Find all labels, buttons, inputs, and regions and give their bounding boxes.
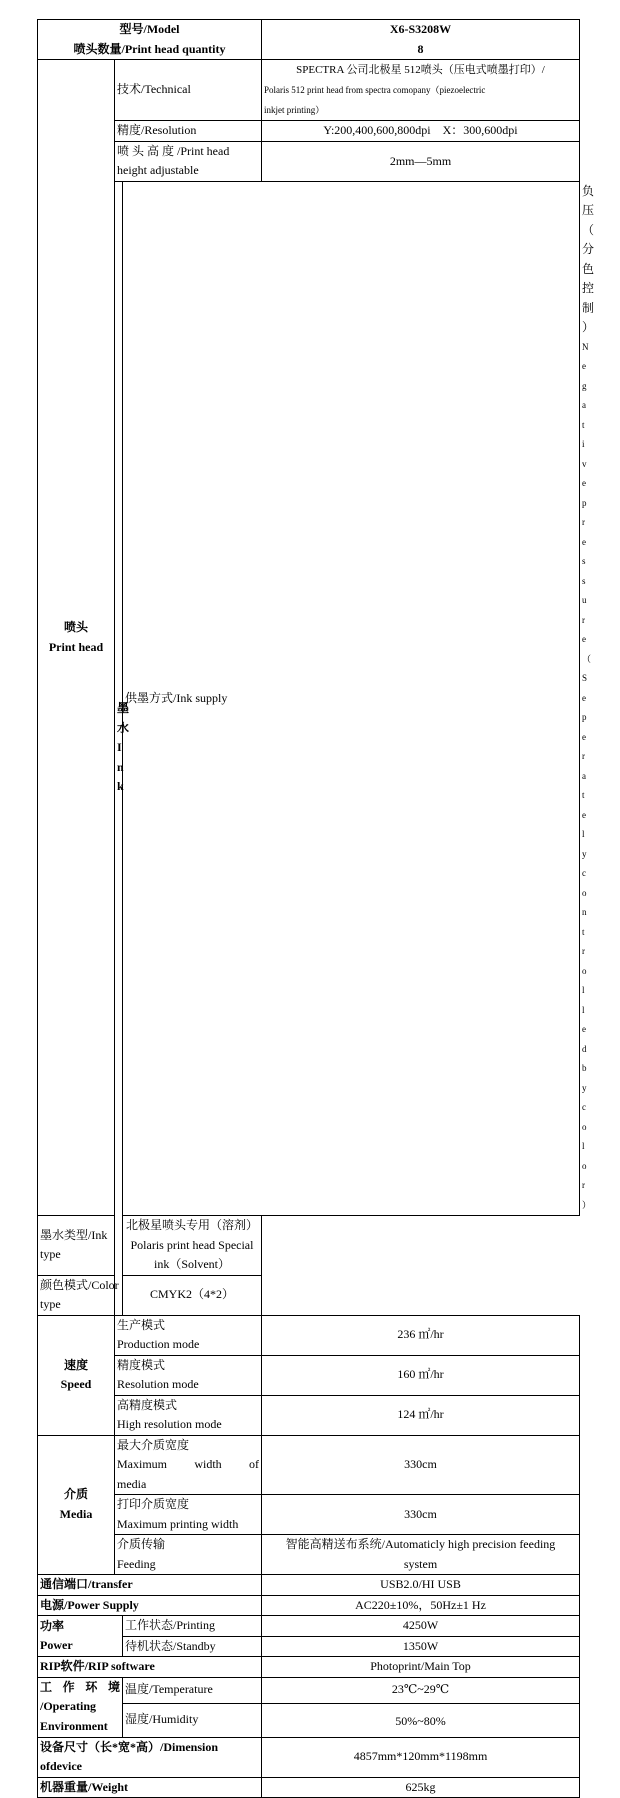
height-row [38,141,580,181]
speed-group-en: Speed [60,1377,92,1391]
power-group [38,1616,123,1657]
standby-power-label: 待机状态/Standby [123,1636,262,1657]
ink-type-row [38,1216,580,1276]
ink-group-en: Ink [117,740,124,794]
high-resolution-label-cn: 高精度模式 [117,1397,178,1412]
interface-value: USB2.0/HI USB [262,1575,580,1596]
dimension-label [38,1737,262,1777]
standby-power-value: 1350W [262,1636,580,1657]
printhead-group [38,60,115,1216]
heads-value: 8 [417,41,424,56]
technical-label: 技术/Technical [115,60,262,121]
max-media-width-label [115,1435,262,1495]
weight-label: 机器重量/Weight [38,1777,262,1798]
max-media-width-value: 330cm [262,1435,580,1495]
printing-power-label: 工作状态/Printing [123,1616,262,1637]
technical-line-1: SPECTRA 公司北极星 512喷头（压电式喷墨打印）/ [296,64,545,76]
production-row [38,1315,580,1355]
height-value: 2mm—5mm [262,141,580,181]
model-value: X6-S3208W [389,22,452,36]
max-media-width-label-cn: 最大介质宽度 [117,1437,190,1452]
temperature-value: 23℃~29℃ [262,1677,580,1703]
technical-line-3: inkjet printing） [264,105,325,115]
media-group-cn: 介质 [63,1487,88,1502]
resolution-row [38,121,580,142]
max-print-width-value: 330cm [262,1495,580,1535]
feeding-value [262,1535,580,1575]
max-media-width-label-en-1: Maximum width of [117,1457,259,1471]
dimension-row [38,1737,580,1777]
weight-row [38,1777,580,1798]
height-label-2: height adjustable [117,163,199,177]
model-value-cell [262,20,580,60]
media-group [38,1435,115,1575]
dimension-value: 4857mm*120mm*1198mm [262,1737,580,1777]
resolution-mode-label [115,1355,262,1395]
environment-group [38,1677,123,1737]
resolution-mode-row [38,1355,580,1395]
resolution-mode-label-cn: 精度模式 [117,1357,166,1372]
environment-group-1: 工 作 环 境 [40,1679,120,1694]
resolution-value: Y:200,400,600,800dpi X：300,600dpi [262,121,580,142]
power-supply-value: AC220±10%，50Hz±1 Hz [262,1595,580,1616]
weight-value: 625kg [262,1777,580,1798]
model-label-cell [38,20,262,60]
color-label: 颜色模式/Color type [38,1275,123,1315]
ink-group-cn: 墨水 [117,701,130,735]
printhead-group-en: Print head [48,639,104,654]
feeding-label-en: Feeding [117,1556,156,1571]
power-group-cn: 功率 [40,1618,65,1633]
ink-supply-row: 墨水 Ink 供墨方式/Ink supply 负压（分色控制） Negative pressure（Seperately controlled by color） [38,181,580,1216]
rip-label: RIP软件/RIP software [38,1657,262,1678]
temperature-label: 温度/Temperature [123,1677,262,1703]
environment-group-3: Environment [40,1718,108,1733]
temperature-row [38,1677,580,1703]
ink-type-label: 墨水类型/Ink type [38,1216,123,1276]
resolution-label: 精度/Resolution [115,121,262,142]
feeding-label [115,1535,262,1575]
feeding-line-2: system [403,1556,438,1571]
height-label [115,141,262,181]
printhead-group-cn: 喷头 [63,620,88,634]
max-print-width-row [38,1495,580,1535]
environment-group-2: /Operating [40,1699,96,1714]
feeding-row [38,1535,580,1575]
rip-row [38,1657,580,1678]
power-supply-label: 电源/Power Supply [38,1595,262,1616]
heads-label: 喷头数量/Print head quantity [73,41,226,56]
high-resolution-value: 124 ㎡/hr [262,1395,580,1435]
height-label-1: 喷 头 高 度 /Print head [117,143,230,158]
power-group-en: Power [40,1638,73,1652]
printing-power-row [38,1616,580,1637]
max-print-width-label [115,1495,262,1535]
ink-type-line-1: 北极星喷头专用（溶剂） [125,1218,258,1232]
resolution-mode-value: 160 ㎡/hr [262,1355,580,1395]
color-value: CMYK2（4*2） [123,1275,262,1315]
technical-line-2: Polaris 512 print head from spectra comopany（piezoelectric [264,85,486,95]
production-label-en: Production mode [117,1337,200,1351]
humidity-label: 湿度/Humidity [123,1703,262,1737]
model-row [38,20,580,60]
technical-row [38,60,580,121]
feeding-line-1: 智能高精送布系统/Automaticly high precision feeding [285,1537,556,1551]
max-media-width-row [38,1435,580,1495]
feeding-label-cn: 介质传输 [117,1537,166,1551]
high-resolution-row [38,1395,580,1435]
spec-table [37,19,595,1798]
max-media-width-label-en-2: media [117,1476,147,1491]
color-row [38,1275,580,1315]
ink-group [115,181,130,1315]
resolution-mode-label-en: Resolution mode [117,1377,199,1391]
high-resolution-label [115,1395,262,1435]
dimension-label-1: 设备尺寸（长*宽*高）/Dimension [40,1739,219,1754]
printing-power-value: 4250W [262,1616,580,1637]
interface-label: 通信端口/transfer [38,1575,262,1596]
technical-value [262,60,580,121]
power-supply-row [38,1595,580,1616]
humidity-value: 50%~80% [262,1703,580,1737]
high-resolution-label-en: High resolution mode [117,1417,222,1431]
model-label: 型号/Model [119,22,180,36]
max-print-width-label-en: Maximum printing width [117,1516,239,1531]
production-label [115,1315,262,1355]
ink-supply-label: 供墨方式/Ink supply [123,181,580,1216]
ink-type-line-2: Polaris print head Special ink（Solvent） [130,1237,254,1271]
speed-group-cn: 速度 [63,1357,88,1372]
production-value: 236 ㎡/hr [262,1315,580,1355]
rip-value: Photoprint/Main Top [262,1657,580,1678]
media-group-en: Media [59,1506,93,1521]
ink-type-value [123,1216,262,1276]
interface-row [38,1575,580,1596]
speed-group [38,1315,115,1435]
production-label-cn: 生产模式 [117,1317,166,1332]
dimension-label-2: ofdevice [40,1759,82,1773]
max-print-width-label-cn: 打印介质宽度 [117,1497,190,1511]
